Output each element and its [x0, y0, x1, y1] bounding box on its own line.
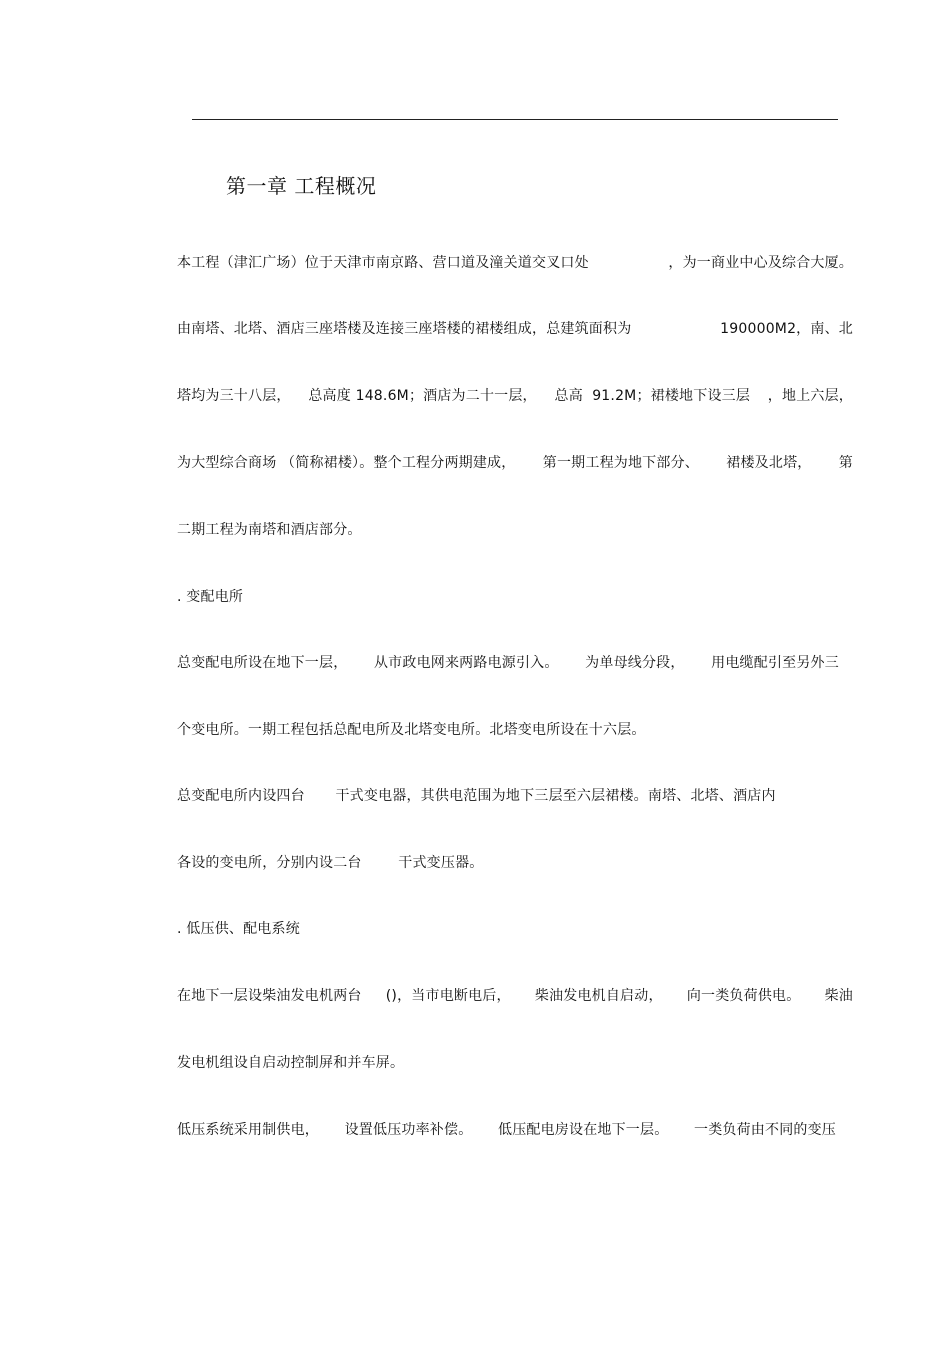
paragraph-1-line-2 — [177, 319, 853, 339]
text-segment: 用电缆配引至另外三 — [711, 655, 839, 671]
text-segment: 总高 91.2M；裙楼地下设三层 — [554, 388, 751, 404]
paragraph-4-line-1 — [177, 986, 853, 1006]
text-segment: 本工程（津汇广场）位于天津市南京路、营口道及潼关道交叉口处 — [177, 255, 589, 271]
text-segment: 柴油 — [824, 988, 853, 1004]
text-segment: 发电机组设自启动控制屏和并车屏。 — [177, 1055, 405, 1071]
paragraph-5-line-1 — [177, 1120, 836, 1140]
paragraph-3-line-1 — [177, 786, 776, 806]
section-heading-substation: . 变配电所 — [177, 589, 244, 605]
text-segment: 干式变压器。 — [398, 855, 484, 871]
text-segment: 在地下一层设柴油发电机两台 — [177, 988, 362, 1004]
text-segment: 总变配电所设在地下一层， — [177, 655, 348, 671]
text-segment: 从市政电网来两路电源引入。 — [373, 655, 559, 671]
header-rule — [192, 119, 838, 120]
text-segment: 柴油发电机自启动， — [534, 988, 663, 1004]
chapter-title: 第一章 工程概况 — [226, 174, 377, 198]
paragraph-1-line-5 — [177, 520, 362, 540]
text-segment: ()，当市电断电后， — [385, 988, 511, 1004]
paragraph-1-line-1 — [177, 253, 853, 273]
text-segment: 第 — [838, 455, 853, 471]
text-segment: 个变电所。一期工程包括总配电所及北塔变电所。北塔变电所设在十六层。 — [177, 722, 646, 738]
text-segment: 干式变电器，其供电范围为地下三层至六层裙楼。南塔、北塔、酒店内 — [335, 788, 776, 804]
text-segment: 低压系统采用制供电， — [177, 1122, 319, 1138]
text-segment: 塔均为三十八层， — [177, 388, 291, 404]
section-heading-low-voltage: . 低压供、配电系统 — [177, 921, 300, 937]
text-segment: 由南塔、北塔、酒店三座塔楼及连接三座塔楼的裙楼组成，总建筑面积为 — [177, 321, 632, 337]
paragraph-4-line-2 — [177, 1053, 404, 1073]
paragraph-3-line-2 — [177, 853, 483, 873]
paragraph-2-line-2 — [177, 720, 646, 740]
text-segment: ，地上六层， — [767, 388, 853, 404]
text-segment: 裙楼及北塔， — [726, 455, 812, 471]
text-segment: 各设的变电所，分别内设二台 — [177, 855, 362, 871]
paragraph-1-line-4 — [177, 453, 853, 473]
text-segment: ，为一商业中心及综合大厦。 — [668, 255, 853, 271]
text-segment: 向一类负荷供电。 — [686, 988, 801, 1004]
text-segment: 为大型综合商场 （简称裙楼）。整个工程分两期建成， — [177, 455, 516, 471]
text-segment: 为单母线分段， — [585, 655, 685, 671]
text-segment: 一类负荷由不同的变压 — [694, 1122, 836, 1138]
text-segment: 设置低压功率补偿。 — [344, 1122, 473, 1138]
text-segment: 总变配电所内设四台 — [177, 788, 305, 804]
text-segment: 第一期工程为地下部分、 — [542, 455, 699, 471]
text-segment: 总高度 148.6M；酒店为二十一层， — [308, 388, 537, 404]
paragraph-2-line-1 — [177, 653, 839, 673]
text-segment: 二期工程为南塔和酒店部分。 — [177, 522, 362, 538]
text-segment: 190000M2，南、北 — [720, 321, 853, 337]
paragraph-1-line-3 — [177, 386, 853, 406]
text-segment: 低压配电房设在地下一层。 — [498, 1122, 669, 1138]
